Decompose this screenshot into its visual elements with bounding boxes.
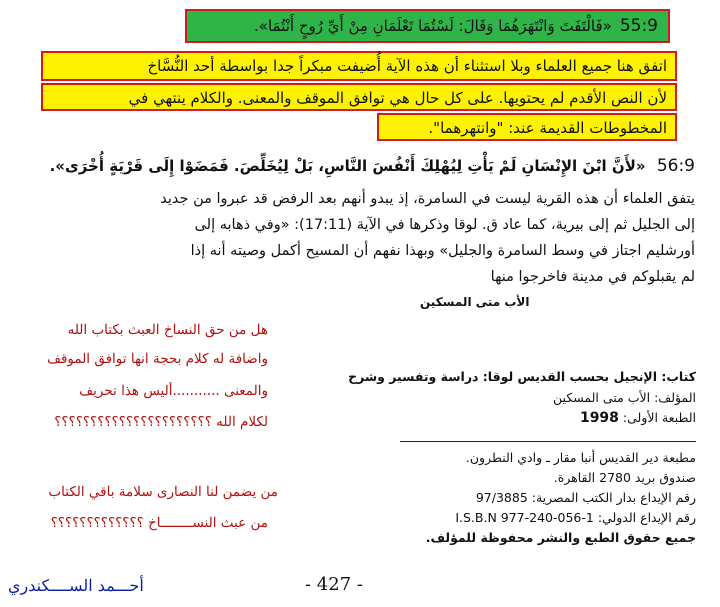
publisher-line: مطبعة دير القديس أنبا مقار ـ وادي النطرون. [465, 450, 696, 465]
red-comment-line: والمعنى ...........أليس هذا تحريف [79, 383, 268, 399]
red-comment-line: هل من حق النساخ العبث بكتاب الله [67, 322, 268, 338]
verse-number: 55:9 [619, 16, 658, 36]
note-line-2: لأن النص الأقدم لم يحتويها. على كل حال هي توافق الموقف والمعنى. والكلام ينتهي في [41, 83, 677, 111]
book-author: المؤلف: الأب متى المسكين [553, 390, 696, 405]
paragraph-line: يتفق العلماء أن هذه القرية ليست في السامرة، إذ يبدو أنهم بعد الرفض قد عبروا من جديد [160, 191, 695, 207]
commentary-paragraph [30, 186, 695, 285]
note-line-1: اتفق هنا جميع العلماء وبلا استثناء أن هذه الآية أُضيفت مبكراً جدا بواسطة أحد النُّسَّاخ [41, 51, 677, 81]
red-comment-line: من عبث النســــــــاخ ؟؟؟؟؟؟؟؟؟؟؟؟؟ [50, 515, 268, 531]
edition-label: الطبعة الأولى: [622, 410, 696, 425]
book-edition [580, 410, 696, 426]
edition-year: 1998 [579, 410, 619, 426]
verse-text: «فَالْتَفَتَ وَانْتَهَرَهُمَا وَقَالَ: لَسْتُمَا تَعْلَمَانِ مِنْ أَيِّ رُوحٍ أَنْتُمَا». [254, 17, 612, 35]
verse-55-9-box [185, 9, 670, 43]
red-comment-line: واضافة له كلام بحجة انها توافق الموقف [46, 351, 268, 367]
author-heading: الأب متى المسكين [420, 295, 530, 309]
publisher-line: صندوق بريد 2780 القاهرة. [553, 470, 696, 485]
page-number: - 427 - [305, 574, 363, 595]
publisher-line: رقم الإيداع الدولي: I.S.B.N 977-240-056-1 [455, 510, 696, 525]
paragraph-line: لم يقبلوكم في مدينة فاخرجوا منها [490, 269, 695, 285]
paragraph-line: إلى الجليل ثم إلى بيرية، كما عاد ق. لوقا وذكرها في الآية (17:11): «وفي ذهابه إلى [194, 217, 695, 233]
publisher-line: جميع حقوق الطبع والنشر محفوظة للمؤلف. [425, 530, 696, 545]
signature: أحـــمد الســــكندري [8, 576, 144, 595]
paragraph-line: أورشليم اجتاز في وسط السامرة والجليل» وبهذا نفهم أن المسيح أكمل وصيته أنه إذا [190, 243, 695, 259]
book-title: كتاب: الإنجيل بحسب القديس لوقا: دراسة وتفسير وشرح [348, 369, 696, 384]
publisher-line: رقم الإيداع بدار الكتب المصرية: 97/3885 [475, 490, 696, 505]
red-comment-line: لكلام الله ؟؟؟؟؟؟؟؟؟؟؟؟؟؟؟؟؟؟؟؟؟؟ [54, 414, 268, 430]
divider [400, 441, 696, 442]
red-comment-line: من يضمن لنا النصارى سلامة باقي الكتاب [48, 484, 278, 500]
verse-text: «لأَنَّ ابْنَ الإِنْسَانِ لَمْ يَأْتِ لِيُهْلِكَ أَنْفُسَ النَّاسِ، بَلْ لِيُخَلِّصَ. فَمَضَوْا إِلَى قَرْيَةٍ أُخْرَى». [49, 157, 646, 175]
note-line-3: المخطوطات القديمة عند: "وانتهرهما". [377, 113, 677, 141]
verse-56-9 [30, 156, 695, 176]
verse-number: 56:9 [656, 156, 695, 176]
